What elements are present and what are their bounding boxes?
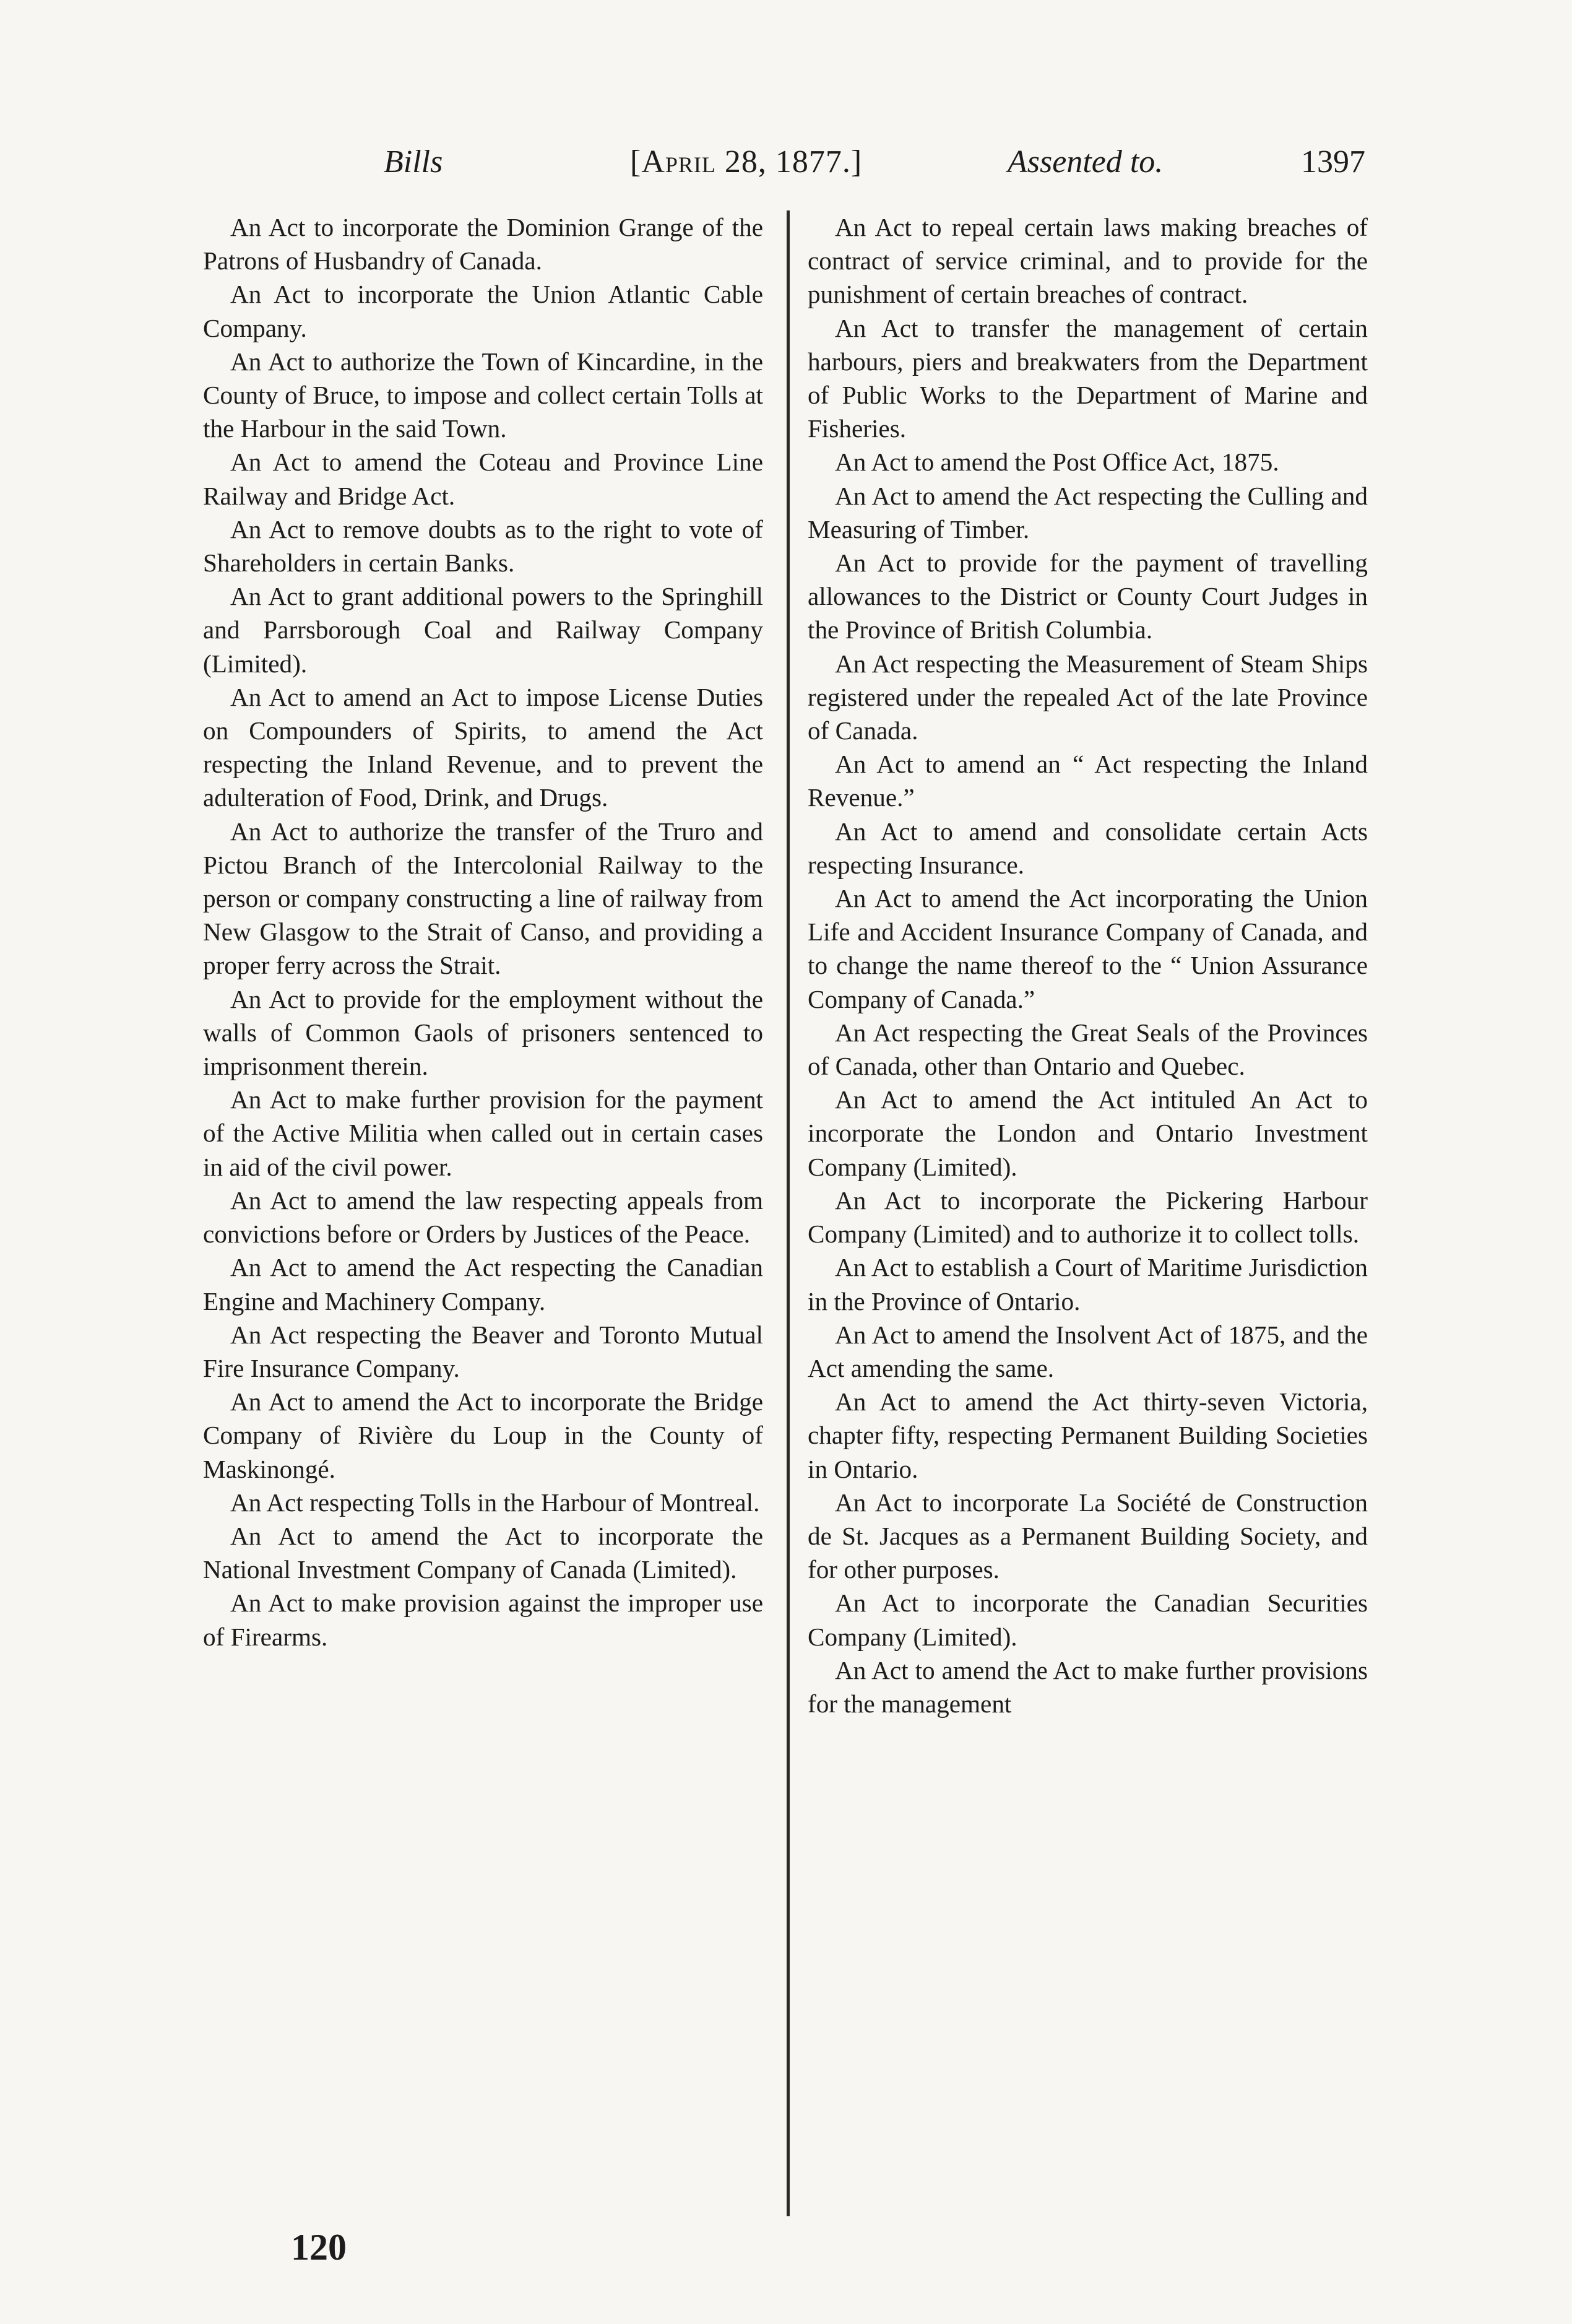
- header-date: [April 28, 1877.]: [630, 144, 863, 180]
- act-entry: An Act to remove doubts as to the right to vote of Shareholders in certain Banks.: [203, 514, 763, 578]
- page-number: 1397: [1301, 144, 1365, 180]
- act-entry: An Act to amend the Act to incorporate the National Investment Company of Canada (Limited).: [203, 1521, 763, 1584]
- act-entry: An Act to amend the Act thirty-seven Victoria, chapter fifty, respecting Permanent Building Societies in Ontario.: [808, 1387, 1368, 1483]
- left-column: [203, 210, 763, 2216]
- act-entry: An Act to amend the Act to make further provisions for the management: [808, 1655, 1368, 1718]
- act-entry: An Act to authorize the Town of Kincardine, in the County of Bruce, to impose and collect certain Tolls at the Harbour in the said Town.: [203, 347, 763, 443]
- act-entry: An Act to amend the Coteau and Province Line Railway and Bridge Act.: [203, 448, 763, 510]
- act-entry: An Act to amend the Act intituled An Act to incorporate the London and Ontario Investment Company (Limited).: [808, 1085, 1368, 1181]
- act-entry: An Act respecting Tolls in the Harbour of Montreal.: [230, 1488, 760, 1517]
- act-entry: An Act to make further provision for the payment of the Active Militia when called out in certain cases in aid of the civil power.: [203, 1085, 763, 1181]
- column-divider: [787, 210, 790, 2216]
- act-entry: An Act respecting the Great Seals of the Provinces of Canada, other than Ontario and Quebec.: [808, 1018, 1368, 1081]
- act-entry: An Act to repeal certain laws making breaches of contract of service criminal, and to provide for the punishment of certain breaches of contract.: [808, 213, 1368, 309]
- act-entry: An Act to amend the Post Office Act, 1875.: [835, 448, 1279, 477]
- right-column: [808, 210, 1368, 2216]
- act-entry: An Act to establish a Court of Maritime Jurisdiction in the Province of Ontario.: [808, 1253, 1368, 1316]
- act-entry: An Act to amend the Act incorporating the Union Life and Accident Insurance Company of Canada, and to change the name thereof to the “ Union Assurance Company of Canada.”: [808, 884, 1368, 1013]
- act-entry: An Act to provide for the employment without the walls of Common Gaols of prisoners sentenced to imprisonment therein.: [203, 984, 763, 1081]
- act-entry: An Act to amend the law respecting appeals from convictions before or Orders by Justices of the Peace.: [203, 1186, 763, 1249]
- act-entry: An Act to grant additional powers to the Springhill and Parrsborough Coal and Railway Company (Limited).: [203, 582, 763, 678]
- act-entry: An Act to amend the Insolvent Act of 1875, and the Act amending the same.: [808, 1320, 1368, 1382]
- act-entry: An Act to incorporate the Canadian Securities Company (Limited).: [808, 1589, 1368, 1651]
- act-entry: An Act respecting the Measurement of Steam Ships registered under the repealed Act of the late Province of Canada.: [808, 649, 1368, 745]
- act-entry: An Act to amend the Act respecting the Culling and Measuring of Timber.: [808, 481, 1368, 544]
- act-entry: An Act to transfer the management of certain harbours, piers and breakwaters from the Department of Public Works to the Department of Marine and Fisheries.: [808, 313, 1368, 443]
- act-entry: An Act to amend the Act respecting the Canadian Engine and Machinery Company.: [203, 1253, 763, 1316]
- act-entry: An Act to incorporate the Pickering Harbour Company (Limited) and to authorize it to collect tolls.: [808, 1186, 1368, 1249]
- header-status: Assented to.: [1008, 144, 1164, 180]
- signature-mark: 120: [291, 2227, 347, 2268]
- act-entry: An Act to make provision against the improper use of Firearms.: [203, 1589, 763, 1651]
- act-entry: An Act to amend the Act to incorporate the Bridge Company of Rivière du Loup in the County of Maskinongé.: [203, 1387, 763, 1483]
- act-entry: An Act to incorporate the Dominion Grange of the Patrons of Husbandry of Canada.: [203, 213, 763, 275]
- act-entry: An Act to amend an “ Act respecting the Inland Revenue.”: [808, 750, 1368, 812]
- act-entry: An Act to amend and consolidate certain Acts respecting Insurance.: [808, 817, 1368, 879]
- act-entry: An Act to provide for the payment of travelling allowances to the District or County Court Judges in the Province of British Columbia.: [808, 548, 1368, 644]
- running-header: [384, 137, 1365, 187]
- act-entry: An Act to incorporate the Union Atlantic Cable Company.: [203, 280, 763, 342]
- header-section-title: Bills: [384, 144, 443, 180]
- act-entry: An Act to amend an Act to impose License Duties on Compounders of Spirits, to amend the Act respecting the Inland Revenue, and to prevent the adulteration of Food, Drink, and Drugs.: [203, 682, 763, 812]
- act-entry: An Act to authorize the transfer of the Truro and Pictou Branch of the Intercolonial Railway to the person or company constructing a line of railway from New Glasgow to the Strait of Canso, and providing a proper ferry across the Strait.: [203, 817, 763, 980]
- act-entry: An Act to incorporate La Société de Construction de St. Jacques as a Permanent Building Society, and for other purposes.: [808, 1488, 1368, 1584]
- act-entry: An Act respecting the Beaver and Toronto Mutual Fire Insurance Company.: [203, 1320, 763, 1382]
